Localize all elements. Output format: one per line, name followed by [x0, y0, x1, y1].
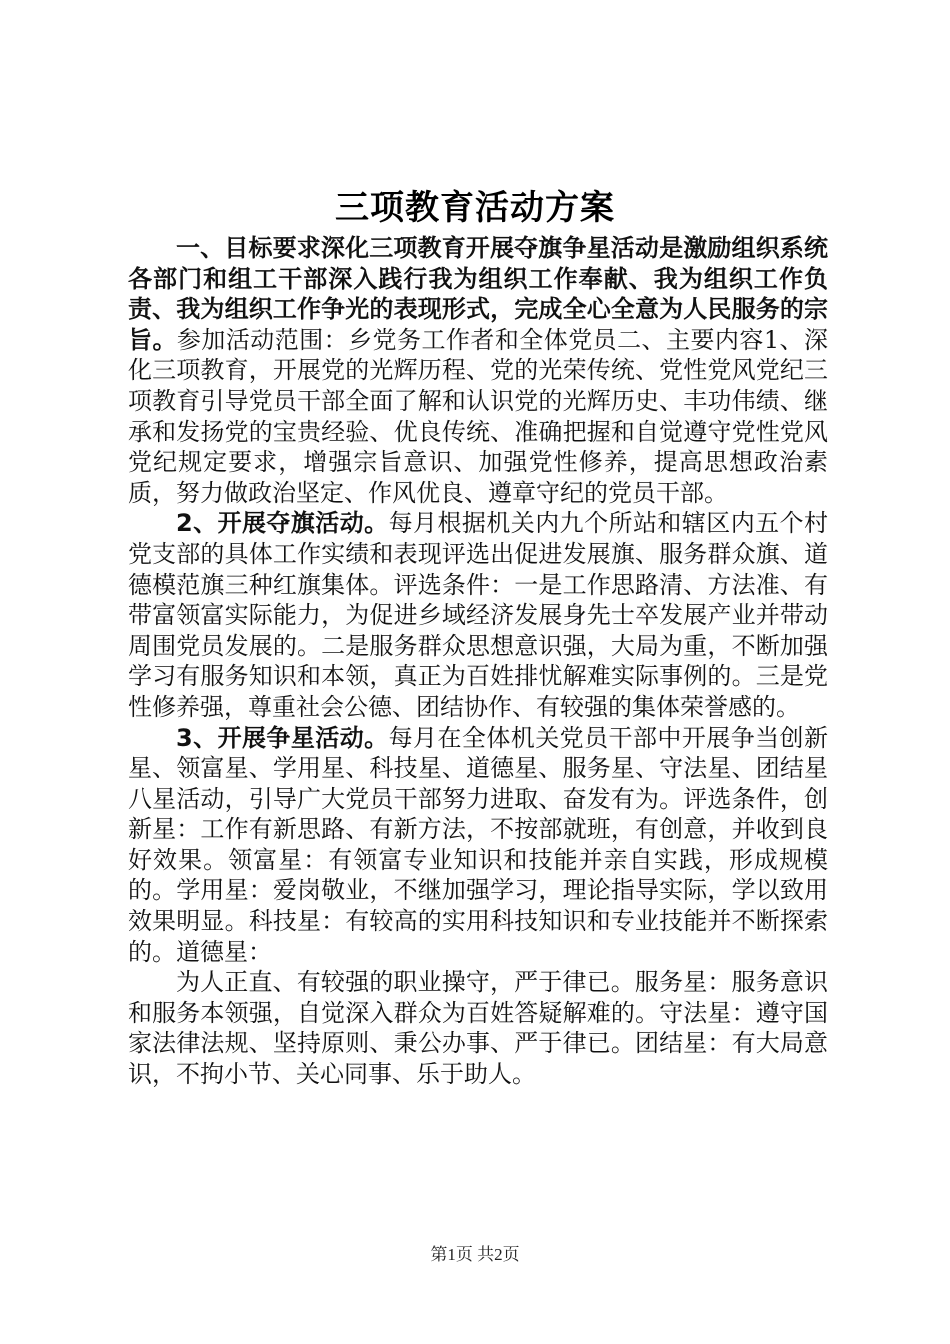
paragraph-goals: [128, 233, 828, 508]
paragraph-heading: 一、目标要求深化三项教育开展夺旗争星活动是激励组织系统各部门和组工干部深入践行我为组织工作奉献、我为组织工作负责、我为组织工作争光的表现形式，完成全心全意为人民服务的宗旨。: [128, 234, 828, 354]
page-number-footer: 第1页 共2页: [430, 1245, 520, 1264]
paragraph-star-criteria: [128, 967, 828, 1089]
paragraph-heading: 3、开展争星活动。: [176, 723, 389, 752]
paragraph-flag-activity: [128, 508, 828, 722]
document-body: [128, 233, 828, 1090]
paragraph-text: 参加活动范围：乡党务工作者和全体党员二、主要内容1、深化三项教育，开展党的光辉历程、党的光荣传统、党性党风党纪三项教育引导党员干部全面了解和认识党的光辉历史、丰功伟绩、继承和发扬党的宝贵经验、优良传统、准确把握和自觉遵守党性党风党纪规定要求，增强宗旨意识、加强党性修养，提高思想政治素质，努力做政治坚定、作风优良、遵章守纪的党员干部。: [128, 325, 828, 507]
paragraph-star-activity: [128, 723, 828, 968]
paragraph-text: 每月在全体机关党员干部中开展争当创新星、领富星、学用星、科技星、道德星、服务星、守法星、团结星八星活动，引导广大党员干部努力进取、奋发有为。评选条件，创新星：工作有新思路、有新方法，不按部就班，有创意，并收到良好效果。领富星：有领富专业知识和技能并亲自实践，形成规模的。学用星：爱岗敬业，不继加强学习，理论指导实际，学以致用效果明显。科技星：有较高的实用科技知识和专业技能并不断探索的。道德星：: [128, 723, 828, 966]
paragraph-heading: 2、开展夺旗活动。: [176, 509, 389, 538]
paragraph-text: 为人正直、有较强的职业操守，严于律已。服务星：服务意识和服务本领强，自觉深入群众为百姓答疑解难的。守法星：遵守国家法律法规、坚持原则、秉公办事、严于律已。团结星：有大局意识，不拘小节、关心同事、乐于助人。: [128, 968, 828, 1089]
paragraph-text: 每月根据机关内九个所站和辖区内五个村党支部的具体工作实绩和表现评选出促进发展旗、服务群众旗、道德模范旗三种红旗集体。评选条件：一是工作思路清、方法准、有带富领富实际能力，为促进乡域经济发展身先士卒发展产业并带动周围党员发展的。二是服务群众思想意识强，大局为重，不断加强学习有服务知识和本领，真正为百姓排忧解难实际事例的。三是党性修养强，尊重社会公德、团结协作、有较强的集体荣誉感的。: [128, 509, 828, 721]
document-title: 三项教育活动方案: [335, 188, 615, 228]
